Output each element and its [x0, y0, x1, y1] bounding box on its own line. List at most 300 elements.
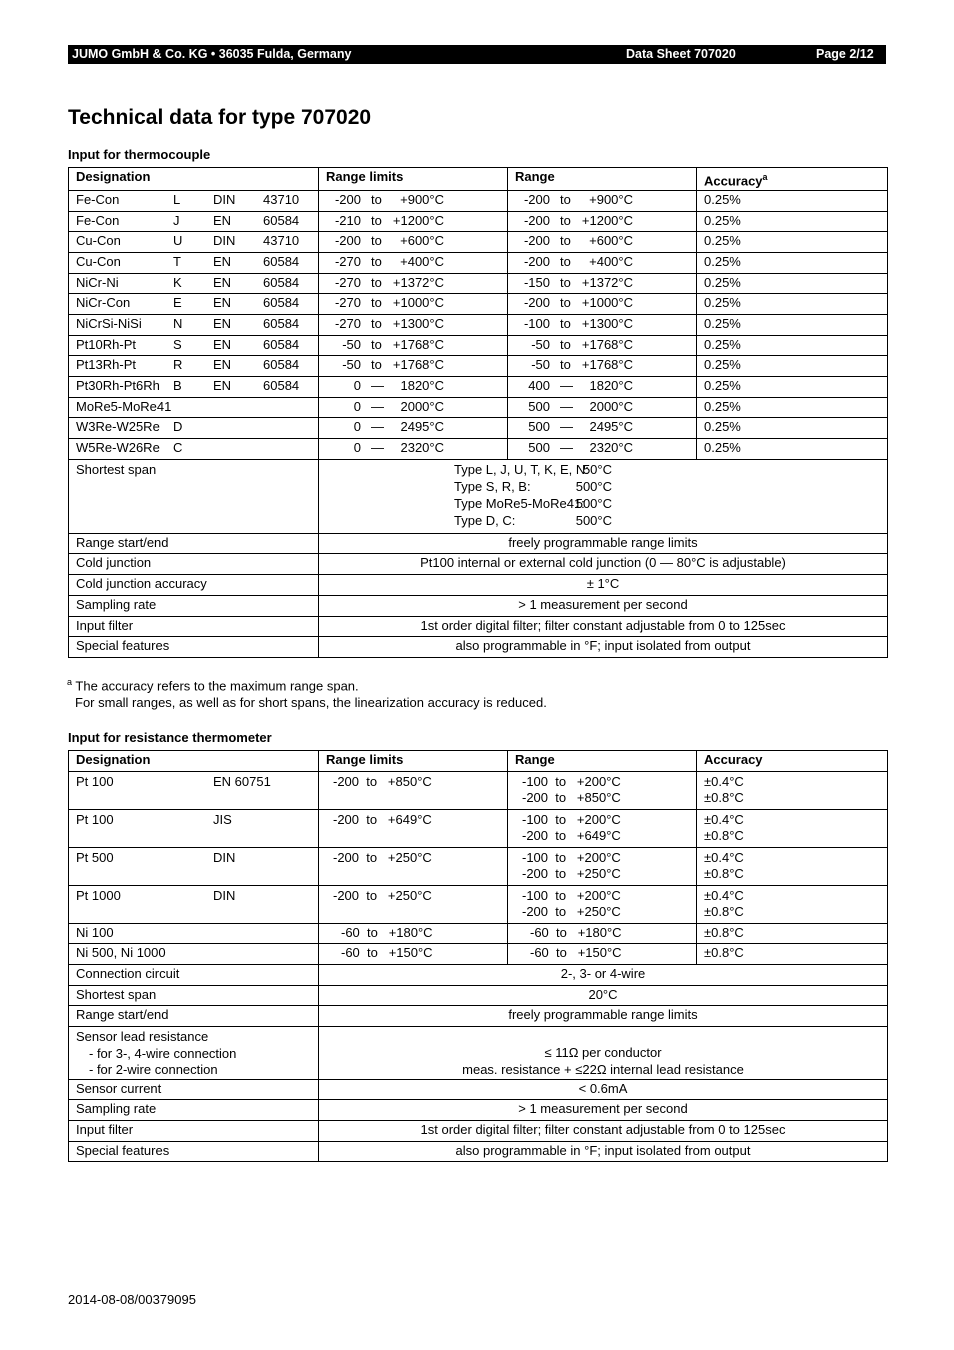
- range-limits-high: +1000°C: [392, 295, 444, 311]
- designation-num: 43710: [263, 191, 300, 207]
- property-value: > 1 measurement per second: [319, 595, 888, 616]
- property-label: Sampling rate: [69, 595, 319, 616]
- span-item: [454, 479, 880, 496]
- accuracy-line: ±0.8°C: [704, 828, 744, 844]
- designation-cell: [69, 335, 319, 356]
- range-limits-high: +1768°C: [392, 336, 444, 352]
- range-low: -200: [523, 212, 550, 228]
- range-limits-cell: -200 to +850°C: [319, 771, 508, 809]
- designation-std: DIN: [213, 887, 236, 903]
- designation-name: W3Re-W25Re: [76, 419, 160, 435]
- range-limits-cell: [319, 356, 508, 377]
- designation-code: J: [173, 212, 180, 228]
- property-value: freely programmable range limits: [319, 533, 888, 554]
- range-limits-cell: [319, 314, 508, 335]
- designation-name: NiCr-Ni: [76, 274, 119, 290]
- range-sep: —: [560, 398, 573, 414]
- table-row: [69, 211, 888, 232]
- property-label: Special features: [69, 1141, 319, 1162]
- range-high: +1372°C: [581, 274, 633, 290]
- col-range-limits: Range limits: [319, 168, 508, 191]
- lead-resistance-label: Sensor lead resistance: [76, 1029, 209, 1045]
- range-cell: [508, 252, 697, 273]
- range-cell: [508, 809, 697, 847]
- property-label: Sampling rate: [69, 1100, 319, 1121]
- designation-std: JIS: [213, 811, 232, 827]
- designation-cell: [69, 211, 319, 232]
- property-row: [69, 1141, 888, 1162]
- span-value: 50°C: [582, 461, 612, 477]
- shortest-span-label: Shortest span: [69, 459, 319, 533]
- range-limits-cell: [319, 211, 508, 232]
- designation-name: Pt 100: [76, 811, 114, 827]
- range-low: 500: [528, 419, 550, 435]
- range-limits-low: 0: [353, 378, 361, 394]
- designation-std: DIN: [213, 233, 236, 249]
- accuracy-cell: 0.25%: [697, 294, 888, 315]
- designation-code: C: [173, 440, 183, 456]
- table-row: [69, 397, 888, 418]
- range-high: +600°C: [589, 233, 633, 249]
- designation-code: D: [173, 419, 183, 435]
- range-cell: [508, 439, 697, 460]
- lead-resistance-value: meas. resistance + ≤22Ω internal lead resistance: [462, 1061, 744, 1077]
- range-high: +1300°C: [581, 315, 633, 331]
- accuracy-cell: 0.25%: [697, 314, 888, 335]
- header-page: Page 2/12: [816, 47, 874, 61]
- table-row: [69, 771, 888, 809]
- range-limits-low: 0: [353, 398, 361, 414]
- span-type: Type D, C:: [454, 512, 516, 528]
- footnote-line1: The accuracy refers to the maximum range span.: [75, 678, 359, 694]
- range-line: -100 to +200°C: [522, 811, 621, 827]
- property-label: Input filter: [69, 616, 319, 637]
- range-limits-high: +600°C: [400, 233, 444, 249]
- range-cell: -60 to +150°C: [508, 944, 697, 965]
- property-label: Connection circuit: [69, 965, 319, 986]
- range-limits-low: -50: [342, 336, 361, 352]
- accuracy-line: ±0.8°C: [704, 904, 744, 920]
- range-limits-high: +900°C: [400, 191, 444, 207]
- designation-cell: [69, 190, 319, 211]
- footer-code: 2014-08-08/00379095: [68, 1292, 196, 1307]
- range-low: 500: [528, 440, 550, 456]
- designation-name: Pt10Rh-Pt: [76, 336, 136, 352]
- range-cell: [508, 211, 697, 232]
- property-row: [69, 965, 888, 986]
- table-row: [69, 252, 888, 273]
- table-row: [69, 314, 888, 335]
- range-cell: [508, 294, 697, 315]
- designation-cell: [69, 356, 319, 377]
- accuracy-cell: 0.25%: [697, 397, 888, 418]
- range-sep: to: [560, 315, 571, 331]
- range-high: +400°C: [589, 253, 633, 269]
- range-limits-high: +1300°C: [392, 315, 444, 331]
- designation-cell: [69, 847, 319, 885]
- designation-cell: [69, 252, 319, 273]
- accuracy-line: ±0.4°C: [704, 811, 744, 827]
- range-sep: to: [560, 253, 571, 269]
- rtd-section-title: Input for resistance thermometer: [68, 730, 272, 745]
- designation-std: EN 60751: [213, 773, 271, 789]
- range-limits-cell: -60 to +150°C: [319, 944, 508, 965]
- accuracy-line: ±0.4°C: [704, 849, 744, 865]
- accuracy-line: ±0.8°C: [704, 790, 744, 806]
- designation-cell: [69, 377, 319, 398]
- property-value: 20°C: [319, 985, 888, 1006]
- range-limits-low: -270: [334, 274, 361, 290]
- designation-code: R: [173, 357, 183, 373]
- range-low: 500: [528, 398, 550, 414]
- range-sep: to: [560, 274, 571, 290]
- designation-std: DIN: [213, 191, 236, 207]
- footnote-mark: a: [762, 172, 768, 182]
- span-value: 500°C: [575, 512, 612, 528]
- designation-name: MoRe5-MoRe41: [76, 398, 172, 414]
- designation-cell: Ni 500, Ni 1000: [69, 944, 319, 965]
- designation-name: Pt 1000: [76, 887, 121, 903]
- range-cell: [508, 377, 697, 398]
- designation-num: 60584: [263, 357, 300, 373]
- range-high: +900°C: [589, 191, 633, 207]
- page-header: [68, 45, 886, 64]
- range-limits-low: -270: [334, 253, 361, 269]
- range-cell: [508, 397, 697, 418]
- range-limits-sep: to: [371, 212, 382, 228]
- range-limits-cell: [319, 335, 508, 356]
- range-line: -200 to +649°C: [522, 828, 621, 844]
- range-limits-low: 0: [353, 440, 361, 456]
- range-high: +1000°C: [581, 295, 633, 311]
- range-cell: [508, 273, 697, 294]
- range-limits-high: 2000°C: [400, 398, 444, 414]
- designation-num: 60584: [263, 253, 300, 269]
- range-limits-cell: [319, 252, 508, 273]
- property-row: [69, 637, 888, 658]
- designation-code: K: [173, 274, 182, 290]
- span-type: Type MoRe5-MoRe41:: [454, 495, 585, 511]
- accuracy-cell: 0.25%: [697, 273, 888, 294]
- col-accuracy: Accuracy: [697, 751, 888, 772]
- accuracy-cell: 0.25%: [697, 252, 888, 273]
- table-row: [69, 273, 888, 294]
- range-limits-high: 2495°C: [400, 419, 444, 435]
- designation-code: E: [173, 295, 182, 311]
- col-designation: Designation: [69, 168, 319, 191]
- range-limits-sep: to: [371, 191, 382, 207]
- footnote-line2: For small ranges, as well as for short spans, the linearization accuracy is reduced.: [75, 695, 547, 711]
- accuracy-cell: 0.25%: [697, 377, 888, 398]
- range-sep: —: [560, 440, 573, 456]
- table-row: [69, 885, 888, 923]
- designation-code: T: [173, 253, 181, 269]
- designation-name: Fe-Con: [76, 191, 120, 207]
- col-range-limits: Range limits: [319, 751, 508, 772]
- table-row: [69, 232, 888, 253]
- designation-num: 60584: [263, 212, 300, 228]
- property-label: Special features: [69, 637, 319, 658]
- range-high: 1820°C: [589, 378, 633, 394]
- range-limits-sep: to: [371, 336, 382, 352]
- designation-num: 60584: [263, 274, 300, 290]
- span-item: [454, 513, 880, 530]
- range-sep: to: [560, 212, 571, 228]
- property-value: > 1 measurement per second: [319, 1100, 888, 1121]
- shortest-span-values: [319, 459, 888, 533]
- range-limits-sep: to: [371, 274, 382, 290]
- range-high: 2320°C: [589, 440, 633, 456]
- designation-name: NiCr-Con: [76, 295, 131, 311]
- designation-cell: [69, 232, 319, 253]
- header-company: JUMO GmbH & Co. KG • 36035 Fulda, Germany: [72, 47, 352, 61]
- accuracy-cell: 0.25%: [697, 232, 888, 253]
- range-limits-sep: to: [371, 357, 382, 373]
- range-limits-cell: -60 to +180°C: [319, 923, 508, 944]
- range-line: -100 to +200°C: [522, 849, 621, 865]
- span-type: Type L, J, U, T, K, E, N:: [454, 461, 589, 477]
- designation-num: 60584: [263, 336, 300, 352]
- table-row: [69, 190, 888, 211]
- lead-resistance-value: ≤ 11Ω per conductor: [544, 1045, 662, 1061]
- range-line: -200 to +250°C: [522, 904, 621, 920]
- property-row: [69, 1100, 888, 1121]
- designation-name: Cu-Con: [76, 233, 121, 249]
- accuracy-cell: ±0.8°C: [697, 923, 888, 944]
- designation-name: Pt13Rh-Pt: [76, 357, 136, 373]
- designation-num: 60584: [263, 378, 300, 394]
- designation-cell: [69, 314, 319, 335]
- designation-cell: [69, 885, 319, 923]
- range-low: -100: [523, 315, 550, 331]
- range-limits-cell: [319, 397, 508, 418]
- lead-resistance-sub: - for 3-, 4-wire connection: [89, 1045, 237, 1061]
- thermocouple-table: [68, 167, 888, 658]
- range-limits-high: 1820°C: [400, 378, 444, 394]
- range-limits-high: +400°C: [400, 253, 444, 269]
- range-limits-sep: to: [371, 233, 382, 249]
- span-item: [454, 462, 880, 479]
- lead-resistance-label-cell: [69, 1027, 319, 1080]
- rtd-table: [68, 750, 888, 1162]
- table-row: [69, 809, 888, 847]
- table-header-row: [69, 168, 888, 191]
- range-high: +1768°C: [581, 336, 633, 352]
- accuracy-cell: ±0.8°C: [697, 944, 888, 965]
- range-limits-low: -200: [334, 191, 361, 207]
- property-value: also programmable in °F; input isolated from output: [319, 1141, 888, 1162]
- range-limits-cell: -200 to +250°C: [319, 885, 508, 923]
- range-cell: [508, 885, 697, 923]
- designation-code: S: [173, 336, 182, 352]
- range-limits-cell: [319, 273, 508, 294]
- range-limits-cell: [319, 418, 508, 439]
- designation-std: EN: [213, 315, 232, 331]
- range-sep: —: [560, 378, 573, 394]
- range-cell: [508, 314, 697, 335]
- property-row: [69, 575, 888, 596]
- range-limits-low: -210: [334, 212, 361, 228]
- range-low: -50: [531, 336, 550, 352]
- lead-resistance-row: [69, 1027, 888, 1080]
- range-limits-low: -270: [334, 315, 361, 331]
- property-value: 1st order digital filter; filter constant adjustable from 0 to 125sec: [319, 1121, 888, 1142]
- range-limits-high: +1768°C: [392, 357, 444, 373]
- designation-std: EN: [213, 253, 232, 269]
- range-low: -150: [523, 274, 550, 290]
- property-row: [69, 616, 888, 637]
- range-line: -200 to +250°C: [522, 866, 621, 882]
- designation-name: Pt30Rh-Pt6Rh: [76, 378, 160, 394]
- designation-name: Fe-Con: [76, 212, 120, 228]
- range-limits-sep: to: [371, 253, 382, 269]
- designation-name: Cu-Con: [76, 253, 121, 269]
- property-value: < 0.6mA: [319, 1079, 888, 1100]
- designation-name: W5Re-W26Re: [76, 440, 160, 456]
- range-limits-cell: [319, 232, 508, 253]
- range-low: 400: [528, 378, 550, 394]
- range-high: +1200°C: [581, 212, 633, 228]
- lead-resistance-values: [319, 1027, 888, 1080]
- accuracy-line: ±0.4°C: [704, 887, 744, 903]
- property-value: 2-, 3- or 4-wire: [319, 965, 888, 986]
- table-row: [69, 847, 888, 885]
- accuracy-cell: 0.25%: [697, 190, 888, 211]
- range-line: -100 to +200°C: [522, 773, 621, 789]
- designation-num: 60584: [263, 315, 300, 331]
- range-limits-high: +1200°C: [392, 212, 444, 228]
- range-cell: [508, 232, 697, 253]
- table-row: [69, 418, 888, 439]
- table-row: [69, 923, 888, 944]
- range-low: -200: [523, 233, 550, 249]
- table-row: [69, 356, 888, 377]
- range-limits-sep: —: [371, 398, 384, 414]
- designation-cell: [69, 771, 319, 809]
- designation-name: NiCrSi-NiSi: [76, 315, 142, 331]
- designation-std: DIN: [213, 849, 236, 865]
- property-value: ± 1°C: [319, 575, 888, 596]
- range-line: -200 to +850°C: [522, 790, 621, 806]
- designation-code: N: [173, 315, 183, 331]
- table-row: [69, 377, 888, 398]
- table-row: [69, 439, 888, 460]
- accuracy-cell: 0.25%: [697, 335, 888, 356]
- range-limits-low: -270: [334, 295, 361, 311]
- designation-cell: [69, 439, 319, 460]
- accuracy-cell: 0.25%: [697, 356, 888, 377]
- property-label: Range start/end: [69, 1006, 319, 1027]
- range-cell: [508, 847, 697, 885]
- designation-std: EN: [213, 295, 232, 311]
- range-sep: to: [560, 357, 571, 373]
- shortest-span-row: [69, 459, 888, 533]
- range-low: -50: [531, 357, 550, 373]
- accuracy-line: ±0.8°C: [704, 866, 744, 882]
- table-row: [69, 335, 888, 356]
- range-cell: -60 to +180°C: [508, 923, 697, 944]
- range-cell: [508, 335, 697, 356]
- property-row: [69, 1006, 888, 1027]
- range-limits-low: -50: [342, 357, 361, 373]
- range-limits-high: 2320°C: [400, 440, 444, 456]
- designation-std: EN: [213, 357, 232, 373]
- designation-num: 43710: [263, 233, 300, 249]
- range-limits-high: +1372°C: [392, 274, 444, 290]
- lead-resistance-sub: - for 2-wire connection: [89, 1062, 218, 1078]
- designation-std: EN: [213, 212, 232, 228]
- range-sep: to: [560, 336, 571, 352]
- footnote: $^a$ The accuracy refers to the maximum range span. For small ranges, as well as for short spans, the linearization accuracy is reduced.: [67, 677, 547, 711]
- property-row: [69, 554, 888, 575]
- property-value: freely programmable range limits: [319, 1006, 888, 1027]
- designation-std: EN: [213, 378, 232, 394]
- range-limits-sep: —: [371, 440, 384, 456]
- span-item: [454, 496, 880, 513]
- property-label: Range start/end: [69, 533, 319, 554]
- range-limits-cell: [319, 439, 508, 460]
- span-value: 500°C: [575, 495, 612, 511]
- range-high: 2495°C: [589, 419, 633, 435]
- col-accuracy: Accuracy$^a$: [697, 168, 888, 191]
- designation-cell: [69, 397, 319, 418]
- range-limits-cell: -200 to +250°C: [319, 847, 508, 885]
- property-row: [69, 985, 888, 1006]
- designation-code: U: [173, 233, 183, 249]
- range-cell: [508, 190, 697, 211]
- designation-code: B: [173, 378, 182, 394]
- range-sep: to: [560, 233, 571, 249]
- designation-code: L: [173, 191, 181, 207]
- property-row: [69, 595, 888, 616]
- range-limits-cell: -200 to +649°C: [319, 809, 508, 847]
- property-value: 1st order digital filter; filter constant adjustable from 0 to 125sec: [319, 616, 888, 637]
- designation-name: Pt 100: [76, 773, 114, 789]
- accuracy-cell: [697, 847, 888, 885]
- span-type: Type S, R, B:: [454, 478, 531, 494]
- accuracy-line: ±0.4°C: [704, 773, 744, 789]
- property-label: Shortest span: [69, 985, 319, 1006]
- range-low: -200: [523, 191, 550, 207]
- designation-cell: [69, 809, 319, 847]
- range-limits-sep: to: [371, 295, 382, 311]
- span-value: 500°C: [575, 478, 612, 494]
- property-label: Sensor current: [69, 1079, 319, 1100]
- range-line: -100 to +200°C: [522, 887, 621, 903]
- thermocouple-section-title: Input for thermocouple: [68, 147, 211, 162]
- designation-cell: [69, 273, 319, 294]
- range-cell: [508, 771, 697, 809]
- header-datasheet: Data Sheet 707020: [626, 47, 736, 61]
- table-header-row: [69, 751, 888, 772]
- range-limits-sep: —: [371, 378, 384, 394]
- range-sep: —: [560, 419, 573, 435]
- designation-std: EN: [213, 274, 232, 290]
- property-label: Input filter: [69, 1121, 319, 1142]
- designation-num: 60584: [263, 295, 300, 311]
- property-value: Pt100 internal or external cold junction (0 — 80°C is adjustable): [319, 554, 888, 575]
- accuracy-cell: [697, 885, 888, 923]
- designation-cell: [69, 294, 319, 315]
- col-designation: Designation: [69, 751, 319, 772]
- col-range: Range: [508, 168, 697, 191]
- designation-cell: [69, 418, 319, 439]
- range-limits-low: -200: [334, 233, 361, 249]
- range-limits-sep: to: [371, 315, 382, 331]
- range-high: 2000°C: [589, 398, 633, 414]
- range-low: -200: [523, 253, 550, 269]
- range-low: -200: [523, 295, 550, 311]
